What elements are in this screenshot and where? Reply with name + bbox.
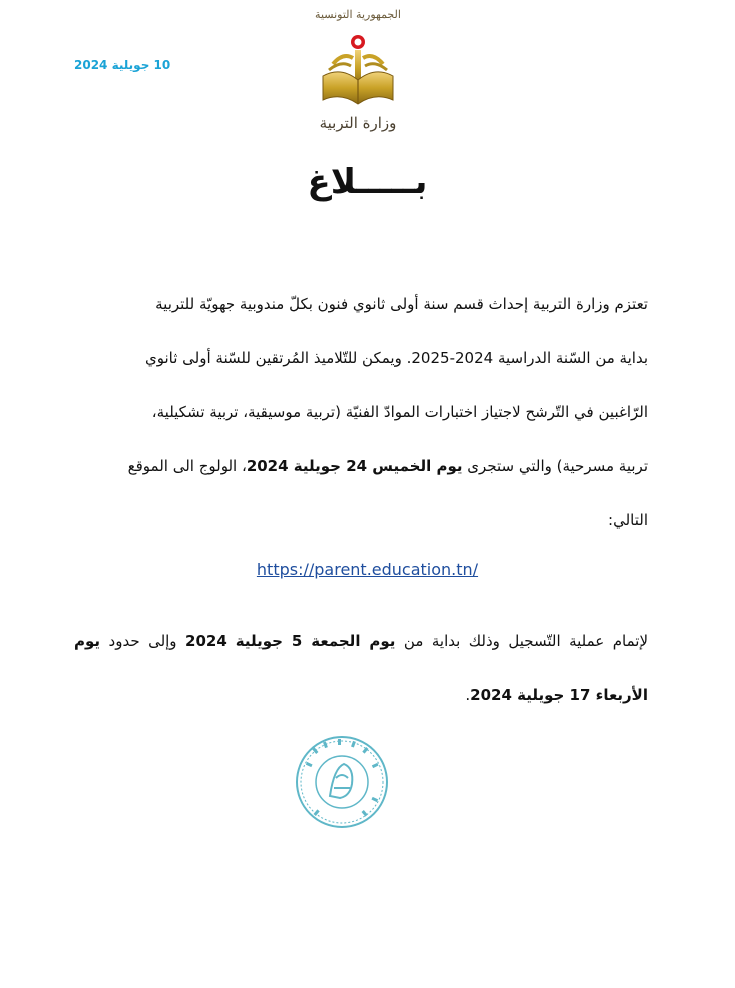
registration-link[interactable]: https://parent.education.tn/ <box>256 560 479 579</box>
body-line-2: بداية من السّنة الدراسية 2024-2025. ويمكن للتّلاميذ المُرتقين للسّنة أولى ثانوي <box>145 349 648 367</box>
closing-middle: وإلى حدود <box>100 632 186 650</box>
closing-start: لإتمام عملية التّسجيل وذلك بداية من <box>395 632 649 650</box>
body-line-4 <box>74 439 648 493</box>
closing-paragraph <box>74 614 648 722</box>
ministry-name: وزارة التربية <box>319 114 397 132</box>
page-title: بـــــلاغ <box>307 162 428 202</box>
body-line-5: التالي: <box>608 511 648 529</box>
body-line-4-start: تربية مسرحية) والتي ستجرى <box>462 457 648 475</box>
registration-end-date: يوم الأربعاء 17 جويلية 2024 <box>74 632 648 704</box>
closing-end: . <box>465 686 471 704</box>
stamp-icon <box>294 734 390 830</box>
body-line-3: الرّاغبين في التّرشح لاجتياز اختبارات الموادّ الفنيّة (تربية موسيقية، تربية تشكيلية، <box>151 403 648 421</box>
ministry-logo <box>303 4 413 136</box>
official-stamp <box>294 734 390 830</box>
announcement-body <box>74 277 648 547</box>
registration-start-date: يوم الجمعة 5 جويلية 2024 <box>185 632 396 650</box>
closing-line <box>74 614 648 722</box>
exam-date: يوم الخميس 24 جويلية 2024 <box>246 457 463 475</box>
registration-link-container <box>0 560 735 579</box>
republic-text: الجمهورية التونسية <box>315 8 401 21</box>
body-line-1: تعتزم وزارة التربية إحداث قسم سنة أولى ثانوي فنون بكلّ مندوبية جهويّة للتربية <box>155 295 648 313</box>
document-date: 10 جويلية 2024 <box>74 58 171 72</box>
body-line-4-end: ، الولوج الى الموقع <box>127 457 247 475</box>
